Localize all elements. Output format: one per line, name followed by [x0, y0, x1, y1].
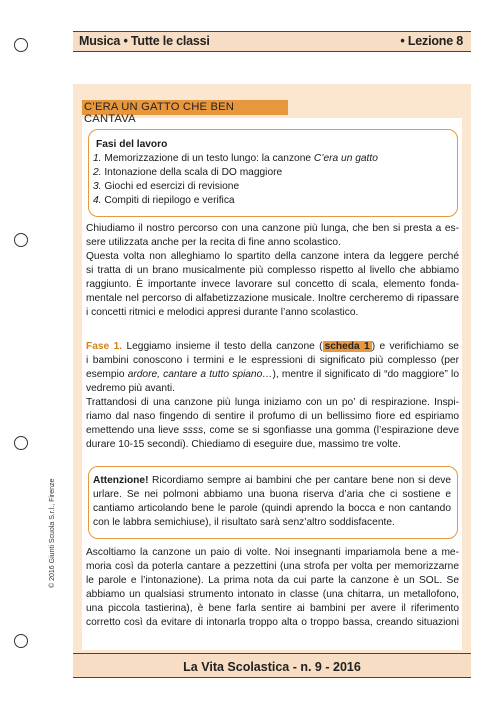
phase1-line: emettendo una lieve ssss, come se si sgonfiasse una gomma (l’espirazione deve	[86, 425, 459, 436]
attention-line: Attenzione! Ricordiamo sempre ai bambini che per cantare bene non si deve	[93, 475, 451, 486]
binder-hole-middle	[14, 233, 28, 247]
outro-line: le parole e l’intonazione). La prima nota da cui parte la canzone è un SOL. Se	[86, 575, 459, 586]
outro-line: corretto così da evitare di intonarla troppo alta o troppo bassa, creando situazioni	[86, 617, 459, 628]
intro-line: si tratta di un brano musicalmente più complesso rispetto al livello che abbiamo	[86, 265, 459, 276]
copyright-note: © 2016 Giunti Scuola S.r.l., Firenze	[49, 478, 56, 588]
attention-label: Attenzione!	[93, 475, 149, 486]
attention-line: urlare. Se nei polmoni abbiamo una buona riserva d’aria che ci sostiene e	[93, 489, 451, 500]
outro-line: Ascoltiamo la canzone un paio di volte. Noi insegnanti impariamola bene a me-	[86, 547, 459, 558]
phase1-line: Trattandosi di una canzone più lunga iniziamo con un po’ di respirazione. Inspi-	[86, 397, 459, 408]
header-subject: Musica • Tutte le classi	[79, 34, 210, 48]
phase1-line: riamo dal naso fingendo di sentire il profumo di un bellissimo fiore ed espiriamo	[86, 411, 459, 422]
attention-line: con le labbra semichiuse), il risultato sarà senz’altro soddisfacente.	[93, 517, 395, 528]
phase-item: 1. Memorizzazione di un testo lungo: la canzone C’era un gatto	[93, 153, 378, 164]
phase1-label: Fase 1.	[86, 341, 123, 352]
lesson-title-bar	[82, 100, 288, 125]
binder-hole-bottom	[14, 634, 28, 648]
intro-line: Chiudiamo il nostro percorso con una canzone più lunga, che ben si presta a es-	[86, 223, 459, 234]
page-footer	[73, 653, 471, 678]
page-header	[73, 31, 471, 52]
worksheet-reference: scheda 1	[324, 341, 370, 352]
outro-line: moria così da poterla cantare a pezzettini (una strofa per volta per memorizzarne	[86, 561, 459, 572]
phase1-line: durare 10-15 secondi). Chiediamo di eseguire due, massimo tre volte.	[86, 439, 401, 450]
phase1-line: vedremo più avanti.	[86, 383, 175, 394]
intro-line: raggiunto. È importante invece lavorare sul concetto di scala, elemento fonda-	[86, 279, 459, 290]
intro-line: Questa volta non alleghiamo lo spartito della canzone intera da leggere perché	[86, 251, 459, 262]
intro-line: mentale nel percorso di alfabetizzazione musicale. Inoltre cercheremo di ripassare	[86, 293, 459, 304]
binder-hole-lower	[14, 436, 28, 450]
attention-line: cantiamo articolando bene le parole (quindi aprendo la bocca e non cantando	[93, 503, 451, 514]
phases-heading: Fasi del lavoro	[96, 139, 168, 150]
lesson-title: C’ERA UN GATTO CHE BEN CANTAVA	[84, 101, 235, 125]
outro-line: una piccola tastierina), è bene farla sentire ai bambini per avere il riferimento	[86, 603, 459, 614]
phase1-line: i bambini conoscono i termini e le espressioni di significato più complesso (per	[86, 355, 459, 366]
phase1-line: esempio ardore, cantare a tutto spiano…), mentre il significato di “do maggiore” lo	[86, 369, 459, 380]
phase-item: 3. Giochi ed esercizi di revisione	[93, 181, 240, 192]
phase1-line: Fase 1. Leggiamo insieme il testo della canzone ( scheda 1 ) e verifichiamo se	[86, 341, 459, 352]
phase-item: 4. Compiti di riepilogo e verifica	[93, 195, 235, 206]
outro-line: abbiamo un qualsiasi strumento intonato in classe (una chitarra, un metallofono,	[86, 589, 459, 600]
phase-item: 2. Intonazione della scala di DO maggiore	[93, 167, 283, 178]
intro-line: sere utilizzata anche per la recita di fine anno scolastico.	[86, 237, 341, 248]
binder-hole-top	[14, 38, 28, 52]
intro-line: i concetti ritmici e melodici appresi durante l’anno scolastico.	[86, 307, 359, 318]
header-lesson: • Lezione 8	[400, 34, 463, 48]
footer-publication: La Vita Scolastica - n. 9 - 2016	[183, 660, 361, 674]
